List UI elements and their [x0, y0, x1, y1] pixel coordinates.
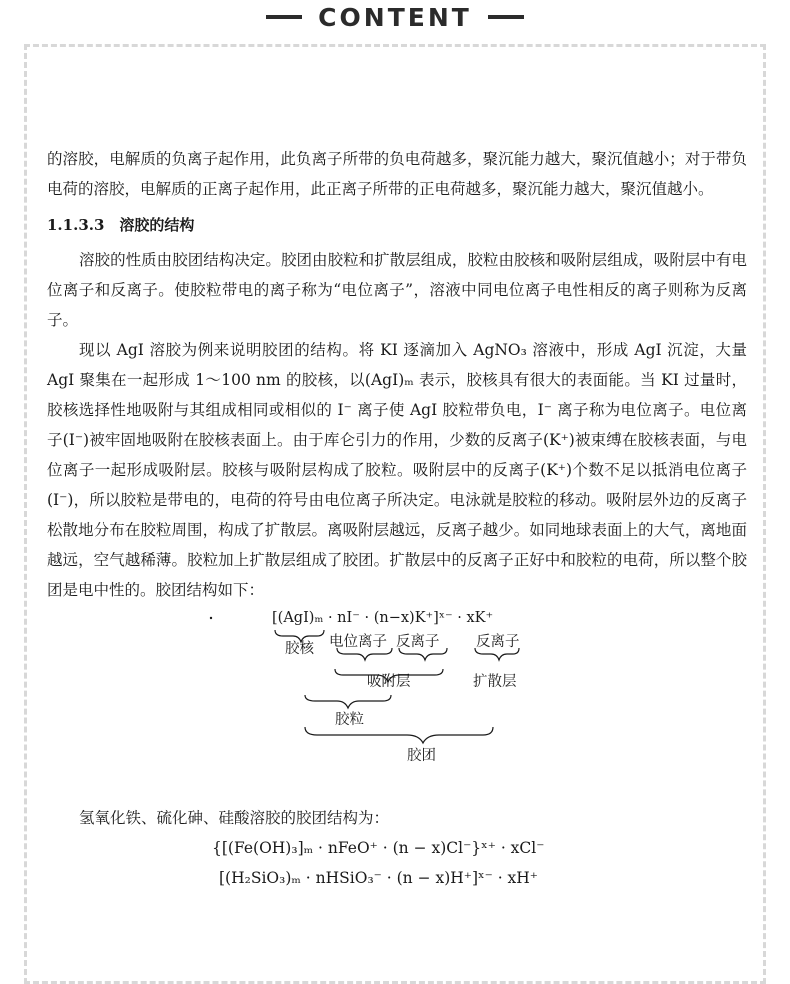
label-particle: 胶粒 [335, 712, 364, 728]
label-counter-ion: 反离子 [396, 634, 440, 650]
document-body [47, 144, 747, 893]
label-diffusion-layer: 扩散层 [473, 674, 517, 690]
section-heading: 1.1.3.3 溶胶的结构 [47, 216, 195, 234]
label-micelle: 胶团 [407, 748, 436, 764]
micelle-structure-diagram [47, 607, 747, 803]
brace-particle [305, 695, 391, 708]
header-dash-right [488, 15, 524, 19]
brace-micelle [305, 727, 493, 743]
micelle-formula: [(AgI)ₘ · nI⁻ · (n−x)K⁺]ˣ⁻ · xK⁺ [272, 610, 494, 626]
label-adsorption-layer: 吸附层 [367, 674, 411, 690]
header-dash-left [266, 15, 302, 19]
formula-iron-hydroxide: {[(Fe(OH)₃]ₘ · nFeO⁺ · (n − x)Cl⁻}ˣ⁺ · xCl⁻ [212, 839, 545, 857]
paragraph-3: 现以 AgI 溶胶为例来说明胶团的结构。将 KI 逐滴加入 AgNO₃ 溶液中，形成 AgI 沉淀，大量 AgI 聚集在一起形成 1～100 nm 的胶核，以(AgI)ₘ 表示，胶核具有很大的表面能。当 KI 过量时，胶核选择性地吸附与其组成相同或相似的 I⁻ 离子使 AgI 胶粒带负电，I⁻ 离子称为电位离子。电位离子(I⁻)被牢固地吸附在胶核表面上。由于库仑引力的作用，少数的反离子(K⁺)被束缚在胶核表面，与电位离子一起形成吸附层。胶核与吸附层构成了胶粒。吸附层中的反离子(K⁺)个数不足以抵消电位离子(I⁻)，所以胶粒是带电的，电荷的符号由电位离子所决定。电泳就是胶粒的移动。吸附层外边的反离子松散地分布在胶粒周围，构成了扩散层。离吸附层越远，反离子越少。如同地球表面上的大气，离地面越远，空气越稀薄。胶粒加上扩散层组成了胶团。扩散层中的反离子正好中和胶粒的电荷，所以整个胶团是电中性的。胶团结构如下： [47, 341, 747, 599]
formula-silicic-acid: [(H₂SiO₃)ₘ · nHSiO₃⁻ · (n − x)H⁺]ˣ⁻ · xH⁺ [219, 869, 538, 887]
paragraph-1: 的溶胶，电解质的负离子起作用，此负离子所带的负电荷越多，聚沉能力越大，聚沉值越小；对于带负电荷的溶胶，电解质的正离子起作用，此正离子所带的正电荷越多，聚沉能力越大，聚沉值越小。 [47, 150, 747, 198]
stray-dot [210, 617, 212, 619]
page-header [0, 0, 790, 34]
header-title: CONTENT [318, 2, 472, 32]
paragraph-2: 溶胶的性质由胶团结构决定。胶团由胶粒和扩散层组成，胶粒由胶核和吸附层组成，吸附层中有电位离子和反离子。使胶粒带电的离子称为“电位离子”，溶液中同电位离子电性相反的离子则称为反离子。 [47, 251, 747, 329]
paragraph-4: 氢氧化铁、硫化砷、硅酸溶胶的胶团结构为： [79, 809, 390, 827]
label-potential-ion: 电位离子 [329, 634, 387, 650]
label-counter-ion-right: 反离子 [476, 634, 520, 650]
label-core: 胶核 [285, 641, 314, 657]
